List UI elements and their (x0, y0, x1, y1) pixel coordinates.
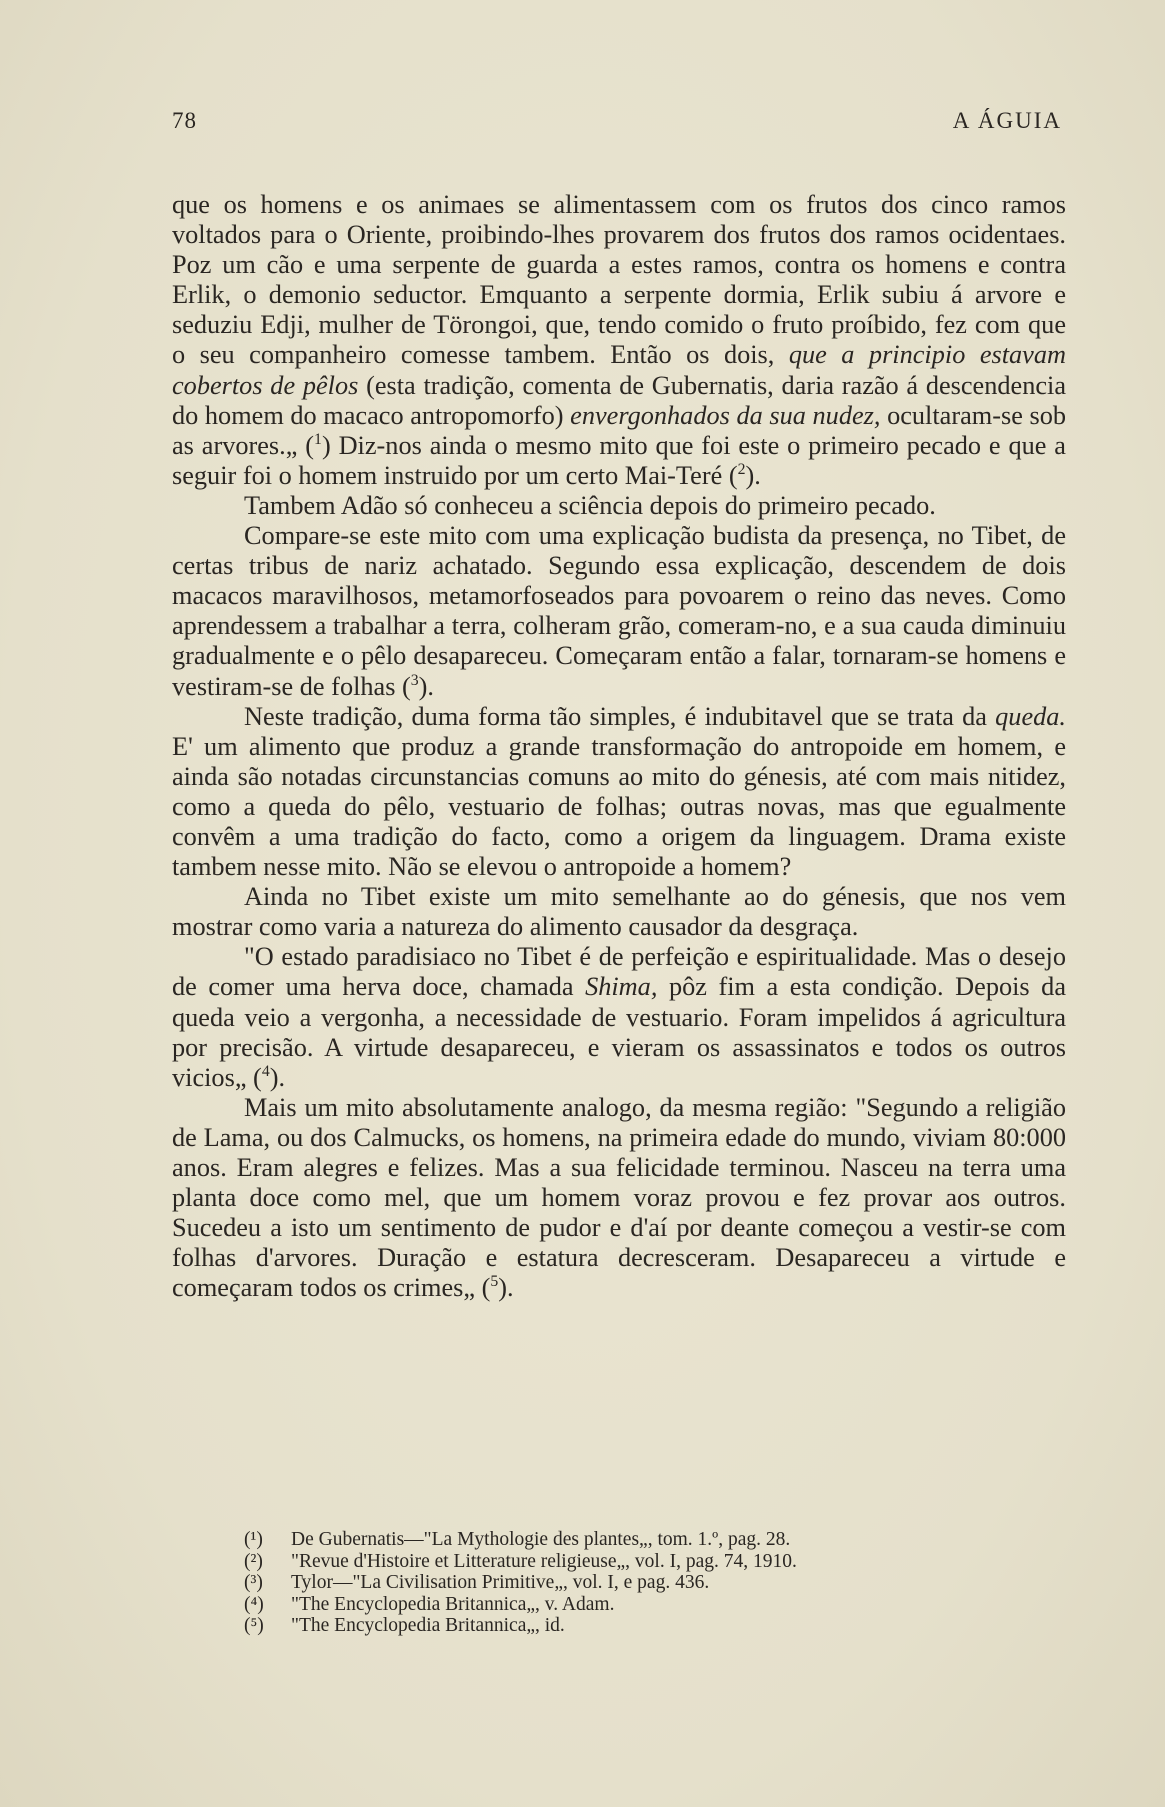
text-segment: E' um alimento que produz a grande transformação do antropoide em homem, e ainda são notadas circunstancias comuns ao mito do génesis, até com mais nitidez, como a queda do pêlo, vestuario de folhas; outras novas, mas que egualmente convêm a uma tradição do facto, como a origem da linguagem. Drama existe tambem nesse mito. Não se elevou o antropoide a homem? (172, 731, 1066, 882)
text-segment: Neste tradição, duma forma tão simples, é indubitavel que se trata da (244, 701, 996, 731)
footnote (244, 1572, 1044, 1594)
footnote-ref: 1 (314, 430, 322, 448)
text-segment: ). (418, 671, 435, 701)
text-segment: Tambem Adão só conheceu a sciência depois do primeiro pecado. (244, 490, 936, 520)
footnote (244, 1594, 1044, 1616)
footnote-text: "The Encyclopedia Britannica„, v. Adam. (291, 1593, 615, 1615)
text-segment: ocultaram-se sob as arvores.„ ( (172, 400, 1067, 460)
text-segment: Compare-se este mito com uma explicação budista da presença, no Tibet, de certas tribus de nariz achatado. Segundo essa explicação, descendem de dois macacos maravilhosos, metamorfoseados para povoarem o reino das neves. Como aprendessem a trabalhar a terra, colheram grão, comeram-no, e a sua cauda diminuiu gradualmente e o pêlo desapareceu. Começaram então a falar, tornaram-se homens e vestiram-se de folhas ( (172, 521, 1066, 701)
footnote-mark: (¹) (244, 1529, 263, 1550)
running-title: A ÁGUIA (952, 108, 1062, 133)
footnote-mark: (⁵) (244, 1615, 264, 1636)
paragraph (172, 702, 1066, 883)
footnote-text: "Revue d'Histoire et Litterature religieuse„, vol. I, pag. 74, 1910. (291, 1550, 797, 1572)
paragraph (172, 942, 1066, 1092)
text-segment: envergonhados da sua nudez, (570, 400, 881, 430)
footnote-text: "The Encyclopedia Britannica„, id. (291, 1615, 565, 1636)
footnote (244, 1615, 1044, 1637)
paragraph (172, 882, 1066, 942)
text-segment: que a principio estavam cobertos de pêlos (172, 340, 1066, 400)
text-segment: Mais um mito absolutamente analogo, da mesma região: "Segundo a religião de Lama, ou dos Calmucks, os homens, na primeira edade do mundo, viviam 80:000 anos. Eram alegres e felizes. Mas a sua felicidade terminou. Nasceu na terra uma planta doce como mel, que um homem voraz provou e fez provar aos outros. Sucedeu a isto um sentimento de pudor e d'aí por deante começou a vestir-se com folhas d'arvores. Duração e estatura decresceram. Desapareceu a virtude e começaram todos os crimes„ ( (172, 1092, 1066, 1303)
text-segment: pôz fim a esta condição. Depois da queda veio a vergonha, a necessidade de vestuario. Foram impelidos á agricultura por precisão. A virtude desapareceu, e vieram os assassinatos e todos os outros vicios„ ( (172, 972, 1067, 1092)
footnote-mark: (⁴) (244, 1593, 264, 1615)
footnote-ref: 2 (737, 461, 746, 479)
footnote-text: De Gubernatis—"La Mythologie des plantes„, tom. 1.º, pag. 28. (291, 1529, 791, 1550)
text-segment: que os homens e os animaes se alimentassem com os frutos dos cinco ramos voltados para o Oriente, proibindo-lhes provarem dos frutos dos ramos ocidentaes. Poz um cão e uma serpente de guarda a estes ramos, contra os homens e contra Erlik, o demonio seductor. Emquanto a serpente dormia, Erlik subiu á arvore e seduziu Edji, mulher de Törongoi, que, tendo comido o fruto proíbido, fez com que o seu companheiro comesse tambem. Então os dois, (172, 190, 1066, 370)
paragraph (172, 190, 1066, 491)
footnote-mark: (³) (244, 1572, 263, 1593)
footnote (244, 1551, 1044, 1573)
body-text (172, 190, 1066, 1303)
text-segment: ). (498, 1273, 514, 1303)
text-segment: ) Diz-nos ainda o mesmo mito que foi este o primeiro pecado e que a seguir foi o homem instruido por um certo Mai-Teré ( (172, 430, 1066, 490)
text-segment: "O estado paradisiaco no Tibet é de perfeição e espiritualidade. Mas o desejo de comer uma herva doce, chamada (172, 942, 1066, 1002)
footnotes (244, 1529, 1044, 1637)
footnote-text: Tylor—"La Civilisation Primitive„, vol. I, e pag. 436. (291, 1572, 710, 1593)
text-segment: Ainda no Tibet existe um mito semelhante ao do génesis, que nos vem mostrar como varia a natureza do alimento causador da desgraça. (172, 882, 1066, 942)
footnote-ref: 5 (490, 1273, 499, 1291)
text-segment: ). (269, 1062, 286, 1092)
footnote (244, 1529, 1044, 1551)
footnote-ref: 3 (410, 671, 419, 689)
page-header (172, 108, 1062, 138)
paragraph (172, 1093, 1066, 1304)
footnote-mark: (²) (244, 1550, 263, 1572)
text-segment: Shima, (585, 972, 658, 1002)
footnote-ref: 4 (261, 1062, 270, 1080)
text-segment: ). (745, 460, 761, 490)
text-segment: queda. (995, 701, 1066, 731)
paragraph (172, 521, 1066, 702)
text-segment: (esta tradição, comenta de Gubernatis, daria razão á descendencia do homem do macaco antropomorfo) (172, 370, 1066, 430)
paragraph (172, 491, 1066, 521)
page-number: 78 (172, 108, 197, 133)
